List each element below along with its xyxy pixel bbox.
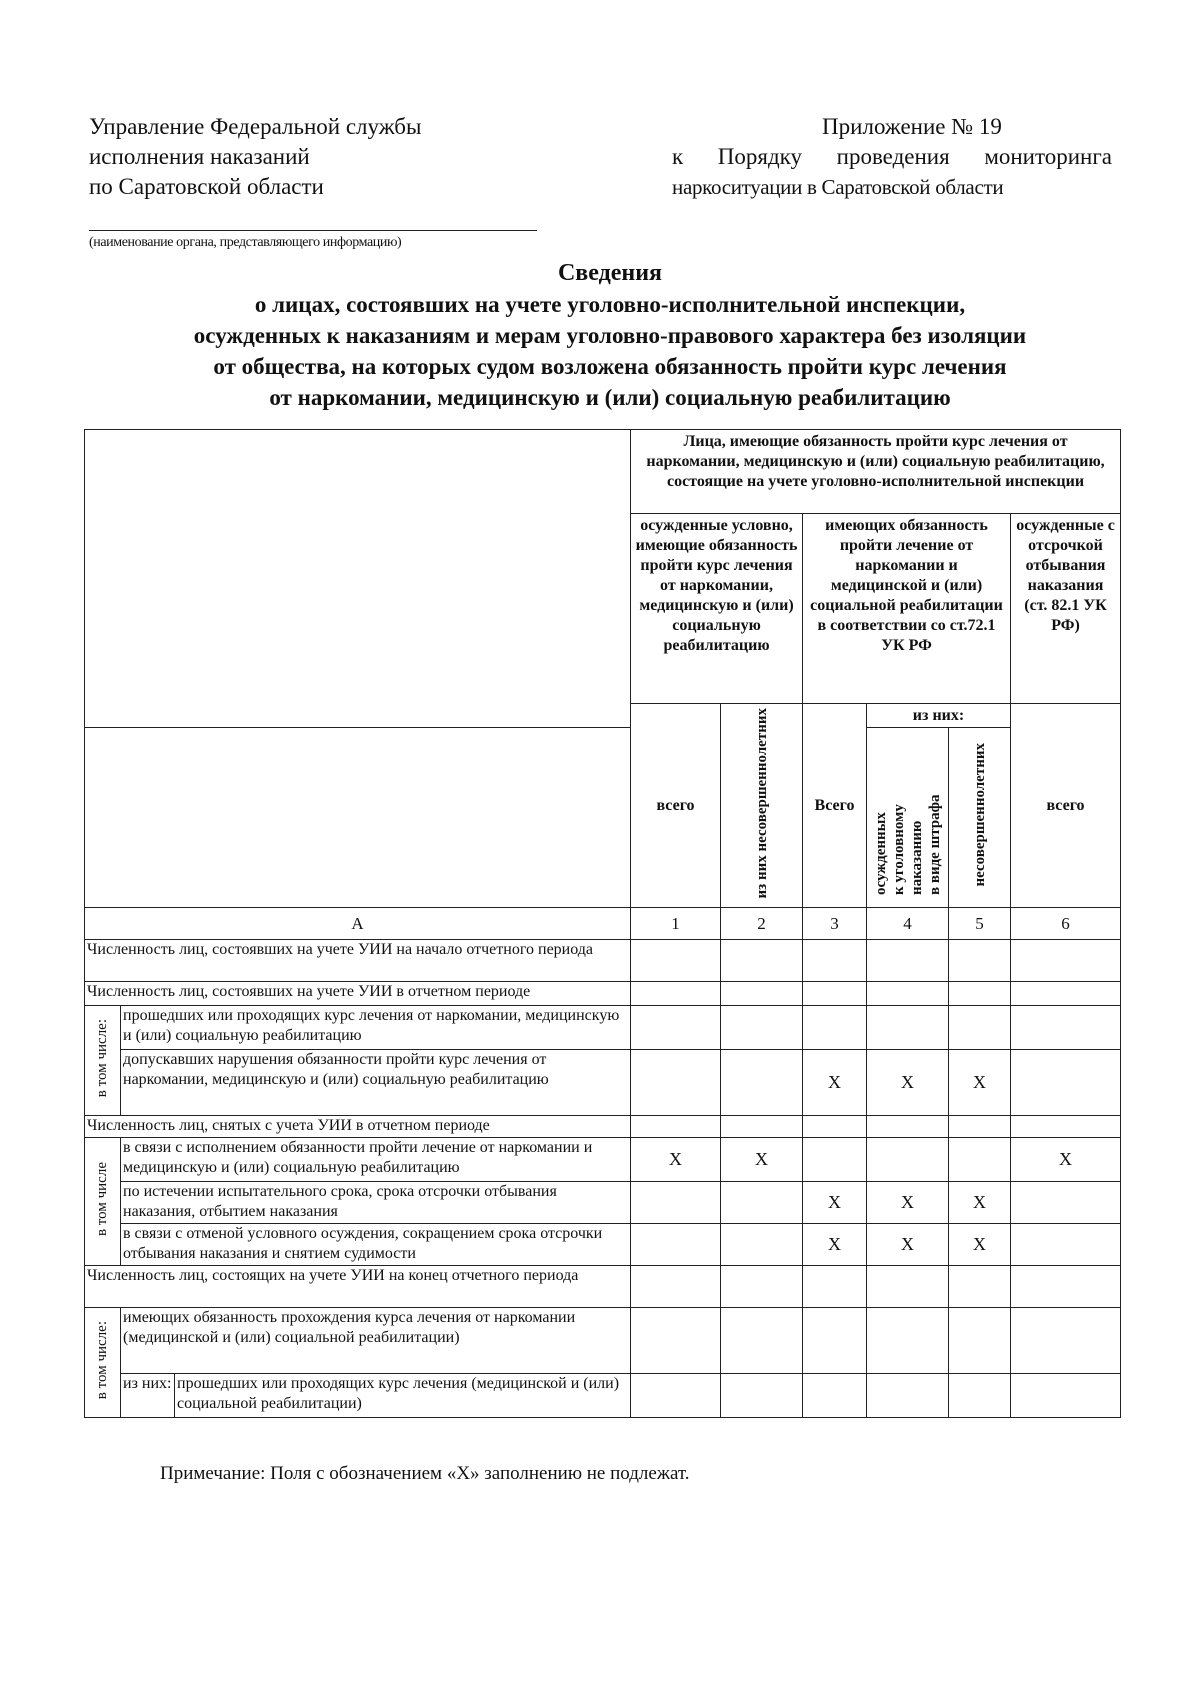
index-3: 3 (803, 908, 867, 940)
col-g2-fine: осужденных к уголовному наказанию в виде штрафа (872, 794, 943, 895)
input-cell[interactable] (721, 1006, 803, 1050)
org-caption: (наименование органа, представляющего информацию) (89, 235, 402, 250)
in-that-number-label-1: в том числе: (94, 1018, 110, 1098)
row-violations-label: допускавших нарушения обязанности пройти курс лечения от наркомании, медицинскую и (или) социальную реабилитацию (121, 1050, 631, 1116)
org-line-1: Управление Федеральной службы (89, 114, 422, 139)
input-cell[interactable] (631, 982, 721, 1006)
index-6: 6 (1011, 908, 1121, 940)
input-cell[interactable] (721, 1116, 803, 1138)
input-cell[interactable] (631, 1308, 721, 1374)
input-cell[interactable] (1011, 1006, 1121, 1050)
of-them-header: из них: (867, 704, 1011, 728)
input-cell[interactable] (1011, 1308, 1121, 1374)
main-header: Лица, имеющие обязанность пройти курс лечения от наркомании, медицинскую и (или) социальную реабилитацию, состоящие на учете уголовно-исполнительной инспекции (631, 430, 1121, 514)
input-cell[interactable] (721, 940, 803, 982)
input-cell[interactable] (803, 1138, 867, 1182)
input-cell[interactable] (867, 940, 949, 982)
footnote: Примечание: Поля с обозначением «X» заполнению не подлежат. (160, 1463, 690, 1484)
input-cell[interactable] (721, 1266, 803, 1308)
index-2: 2 (721, 908, 803, 940)
input-cell[interactable] (803, 1006, 867, 1050)
row-completed-label: прошедших или проходящих курс лечения (медицинской и (или) социальной реабилитации) (175, 1374, 631, 1418)
input-cell[interactable] (803, 1308, 867, 1374)
input-cell[interactable] (721, 1308, 803, 1374)
input-cell[interactable] (867, 1308, 949, 1374)
input-cell[interactable] (803, 1374, 867, 1418)
x-mark: X (867, 1182, 949, 1224)
row-treated-label: прошедших или проходящих курс лечения от наркомании, медицинскую и (или) социальную реабилитацию (121, 1006, 631, 1050)
title-line-2: о лицах, состоявших на учете уголовно-исполнительной инспекции, (254, 292, 966, 317)
x-mark: X (949, 1224, 1011, 1266)
group1-header: осужденные условно, имеющие обязанность пройти курс лечения от наркомании, медицинскую и (или) социальную реабилитацию (631, 514, 803, 704)
input-cell[interactable] (1011, 1266, 1121, 1308)
col-g3-total: всего (1011, 704, 1121, 908)
input-cell[interactable] (721, 1050, 803, 1116)
input-cell[interactable] (721, 1182, 803, 1224)
org-underline (89, 230, 537, 231)
input-cell[interactable] (949, 1266, 1011, 1308)
input-cell[interactable] (631, 1006, 721, 1050)
x-mark: X (803, 1182, 867, 1224)
header-blank-cell-2 (85, 728, 631, 908)
title-line-1: Сведения (557, 260, 663, 286)
input-cell[interactable] (631, 1374, 721, 1418)
col-g2-fine-cell (867, 728, 949, 908)
input-cell[interactable] (867, 1116, 949, 1138)
header-blank-cell (85, 430, 631, 728)
input-cell[interactable] (949, 1374, 1011, 1418)
appendix-line-2: к Порядку проведения мониторинга (672, 144, 1112, 169)
input-cell[interactable] (949, 940, 1011, 982)
row-removed-label: Численность лиц, снятых с учета УИИ в отчетном периоде (85, 1116, 631, 1138)
input-cell[interactable] (631, 1182, 721, 1224)
org-line-3: по Саратовской области (89, 174, 324, 199)
col-g1-minors-cell (721, 704, 803, 908)
input-cell[interactable] (1011, 1374, 1121, 1418)
document-title (60, 258, 1160, 413)
input-cell[interactable] (867, 1374, 949, 1418)
input-cell[interactable] (721, 1224, 803, 1266)
report-table (84, 429, 1121, 1418)
title-line-5: от наркомании, медицинскую и (или) социальную реабилитацию (269, 385, 951, 410)
index-a: А (85, 908, 631, 940)
input-cell[interactable] (949, 1006, 1011, 1050)
input-cell[interactable] (867, 1138, 949, 1182)
input-cell[interactable] (803, 1266, 867, 1308)
input-cell[interactable] (949, 982, 1011, 1006)
input-cell[interactable] (631, 1116, 721, 1138)
input-cell[interactable] (867, 982, 949, 1006)
input-cell[interactable] (1011, 1050, 1121, 1116)
row-cancelled-label: в связи с отменой условного осуждения, сокращением срока отсрочки отбывания наказания и снятием судимости (121, 1224, 631, 1266)
organization-name (89, 112, 559, 202)
row-start-period-label: Численность лиц, состоявших на учете УИИ на начало отчетного периода (85, 940, 631, 982)
index-5: 5 (949, 908, 1011, 940)
in-that-number-cell-3 (85, 1308, 121, 1418)
appendix-line-3: наркоситуации в Саратовской области (672, 175, 1004, 199)
col-g1-minors: из них несовершеннолетних (753, 707, 770, 899)
input-cell[interactable] (721, 982, 803, 1006)
input-cell[interactable] (803, 940, 867, 982)
input-cell[interactable] (1011, 1224, 1121, 1266)
in-that-number-cell-2 (85, 1138, 121, 1266)
input-cell[interactable] (631, 1050, 721, 1116)
x-mark: X (867, 1050, 949, 1116)
col-g2-minors: несовершеннолетних (971, 743, 988, 887)
col-g2-minors-cell (949, 728, 1011, 908)
input-cell[interactable] (631, 1224, 721, 1266)
row-term-expired-label: по истечении испытательного срока, срока отсрочки отбывания наказания, отбытием наказания (121, 1182, 631, 1224)
x-mark: X (721, 1138, 803, 1182)
row-fulfilled-label: в связи с исполнением обязанности пройти лечение от наркомании и медицинскую и (или) социальную реабилитацию (121, 1138, 631, 1182)
input-cell[interactable] (867, 1006, 949, 1050)
input-cell[interactable] (631, 940, 721, 982)
input-cell[interactable] (1011, 1116, 1121, 1138)
org-line-2: исполнения наказаний (89, 144, 310, 169)
input-cell[interactable] (949, 1308, 1011, 1374)
x-mark: X (949, 1182, 1011, 1224)
col-g2-total: Всего (803, 704, 867, 908)
input-cell[interactable] (1011, 940, 1121, 982)
in-that-number-cell-1 (85, 1006, 121, 1116)
row-during-period-label: Численность лиц, состоявших на учете УИИ в отчетном периоде (85, 982, 631, 1006)
input-cell[interactable] (1011, 982, 1121, 1006)
title-line-3: осужденных к наказаниям и мерам уголовно-правового характера без изоляции (193, 323, 1027, 348)
input-cell[interactable] (803, 982, 867, 1006)
input-cell[interactable] (867, 1266, 949, 1308)
x-mark: X (949, 1050, 1011, 1116)
index-1: 1 (631, 908, 721, 940)
input-cell[interactable] (949, 1138, 1011, 1182)
in-that-number-label-3: в том числе: (94, 1320, 110, 1400)
x-mark: X (803, 1224, 867, 1266)
appendix-number: Приложение № 19 (822, 114, 1002, 139)
row-end-period-label: Численность лиц, состоящих на учете УИИ на конец отчетного периода (85, 1266, 631, 1308)
group2-header: имеющих обязанность пройти лечение от наркомании и медицинской и (или) социальной реабилитации в соответствии со ст.72.1 УК РФ (803, 514, 1011, 704)
group3-header: осужденные с отсрочкой отбывания наказания (ст. 82.1 УК РФ) (1011, 514, 1121, 704)
in-that-number-label-2: в том числе (94, 1161, 110, 1237)
input-cell[interactable] (721, 1374, 803, 1418)
input-cell[interactable] (1011, 1182, 1121, 1224)
input-cell[interactable] (631, 1266, 721, 1308)
x-mark: X (867, 1224, 949, 1266)
row-obligated-label: имеющих обязанность прохождения курса лечения от наркомании (медицинской и (или) социальной реабилитации) (121, 1308, 631, 1374)
x-mark: X (631, 1138, 721, 1182)
col-g1-total: всего (631, 704, 721, 908)
input-cell[interactable] (949, 1116, 1011, 1138)
x-mark: X (1011, 1138, 1121, 1182)
x-mark: X (803, 1050, 867, 1116)
title-line-4: от общества, на которых судом возложена обязанность пройти курс лечения (213, 354, 1007, 379)
of-them-prefix: из них: (121, 1374, 175, 1418)
input-cell[interactable] (803, 1116, 867, 1138)
appendix-reference (672, 112, 1112, 202)
index-4: 4 (867, 908, 949, 940)
